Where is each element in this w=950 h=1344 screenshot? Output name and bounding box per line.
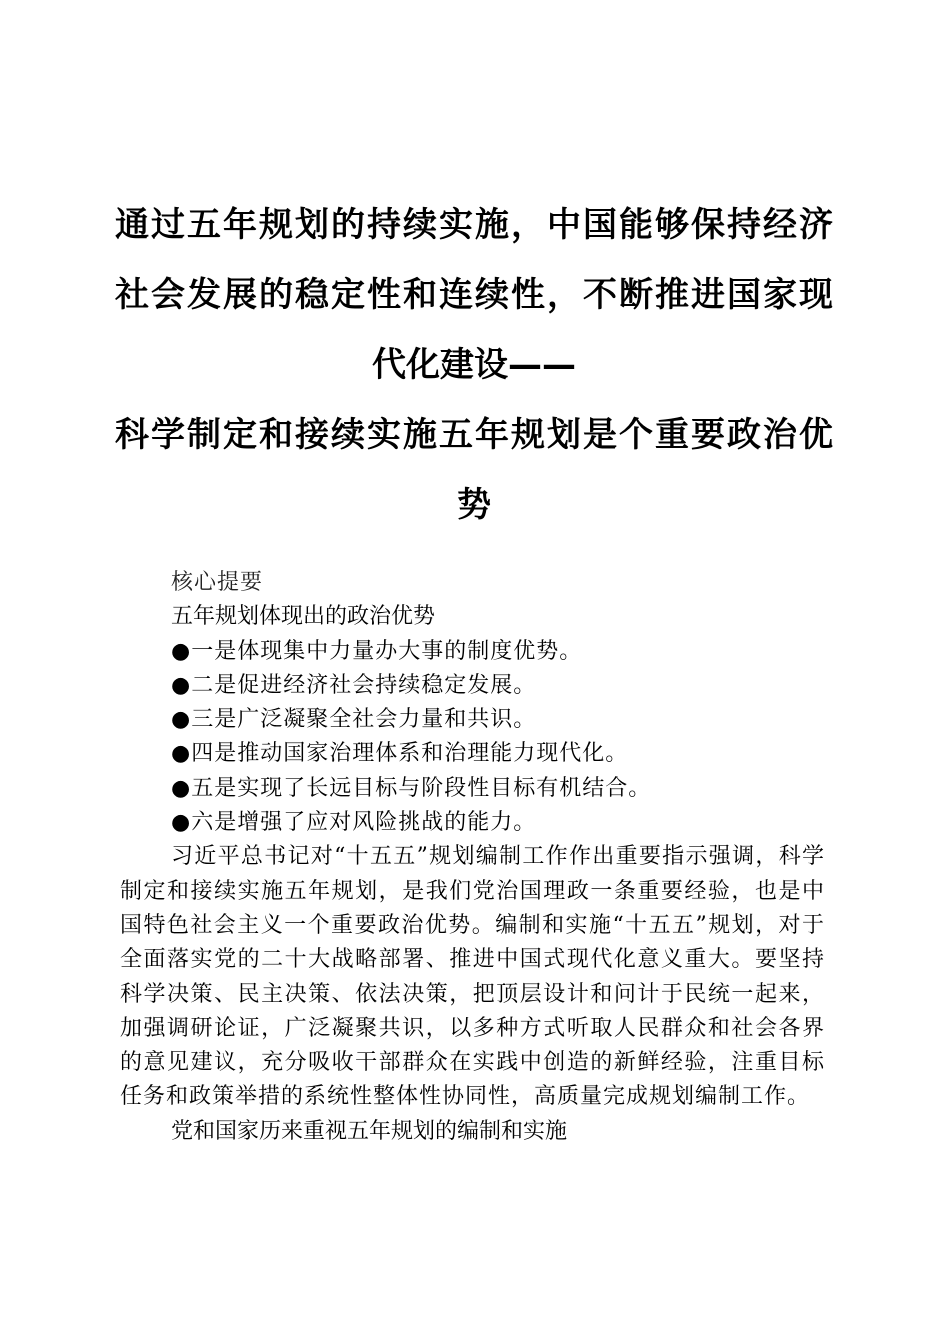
summary-heading: 五年规划体现出的政治优势 bbox=[171, 604, 436, 630]
summary-bullet: ●五是实现了长远目标与阶段性目标有机结合。 bbox=[171, 775, 652, 801]
title-line-3: 代化建设—— bbox=[372, 345, 576, 385]
section-heading: 党和国家历来重视五年规划的编制和实施 bbox=[171, 1118, 568, 1144]
title-line-2: 社会发展的稳定性和连续性，不断推进国家现 bbox=[115, 275, 833, 315]
summary-bullet: ●一是体现集中力量办大事的制度优势。 bbox=[171, 638, 583, 664]
summary-bullet: ●二是促进经济社会持续稳定发展。 bbox=[171, 672, 537, 698]
summary-label: 核心提要 bbox=[171, 570, 264, 595]
article-body bbox=[120, 566, 825, 1149]
summary-bullet: ●四是推动国家治理体系和治理能力现代化。 bbox=[171, 741, 629, 767]
title-line-5: 势 bbox=[457, 485, 491, 525]
article-title bbox=[115, 190, 833, 540]
summary-bullet: ●六是增强了应对风险挑战的能力。 bbox=[171, 810, 537, 836]
title-line-4: 科学制定和接续实施五年规划是个重要政治优 bbox=[115, 415, 833, 455]
title-line-1: 通过五年规划的持续实施，中国能够保持经济 bbox=[115, 205, 833, 245]
summary-bullet: ●三是广泛凝聚全社会力量和共识。 bbox=[171, 707, 537, 733]
body-paragraph: 习近平总书记对“十五五”规划编制工作作出重要指示强调，科学制定和接续实施五年规划，是我们党治国理政一条重要经验，也是中国特色社会主义一个重要政治优势。编制和实施“十五五”规划，对于全面落实党的二十大战略部署、推进中国式现代化意义重大。要坚持科学决策、民主决策、依法决策，把顶层设计和问计于民统一起来，加强调研论证，广泛凝聚共识，以多种方式听取人民群众和社会各界的意见建议，充分吸收干部群众在实践中创造的新鲜经验，注重目标任务和政策举措的系统性整体性协同性，高质量完成规划编制工作。 bbox=[120, 844, 825, 1110]
